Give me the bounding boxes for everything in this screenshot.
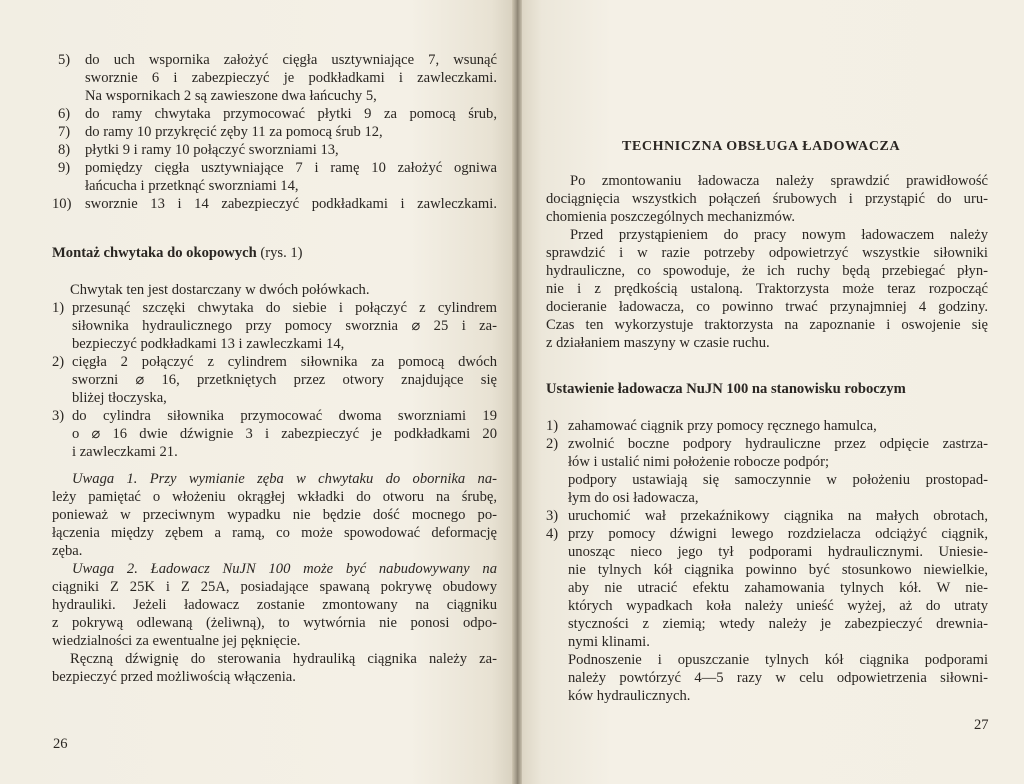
list-item-line: przesunąć szczęki chwytaka do siebie i połączyć z cylindrem <box>72 300 497 316</box>
list-item-line: ków hydraulicznych. <box>568 688 691 704</box>
paragraph-line: sprawdzić i w razie potrzeby odpowietrzyć wszystkie siłowniki <box>546 245 988 261</box>
section-heading-ref: (rys. 1) <box>256 245 303 261</box>
page-title: TECHNICZNA OBSŁUGA ŁADOWACZA <box>622 139 901 154</box>
book-gutter <box>512 0 522 784</box>
intro-text: Chwytak ten jest dostarczany w dwóch połówkach. <box>70 282 370 298</box>
section-heading: Ustawienie ładowacza NuJN 100 na stanowisku roboczym <box>546 381 906 397</box>
list-item-number: 7) <box>58 124 71 140</box>
paragraph-line: bezpieczyć przed możliwością włączenia. <box>52 669 296 685</box>
list-item-line: płytki 9 i ramy 10 połączyć sworzniami 13, <box>85 142 339 158</box>
list-item-line: podpory ustawiają się samoczynnie w położeniu prostopad- <box>568 472 988 488</box>
list-item-line: pomiędzy cięgła usztywniające 7 i ramę 10 założyć ogniwa <box>85 160 497 176</box>
right-page <box>522 0 1024 784</box>
list-item-number: 10) <box>52 196 72 212</box>
list-item-line: łym do osi ładowacza, <box>568 490 699 506</box>
list-item-line: należy powtórzyć 4—5 razy w celu odpowietrzenia siłowni- <box>568 670 988 686</box>
list-item-line: uruchomić wał przekaźnikowy ciągnika na małych obrotach, <box>568 508 988 524</box>
list-item-line: do ramy 10 przykręcić zęby 11 za pomocą śrub 12, <box>85 124 383 140</box>
list-item-line: unosząc nieco jego tył podporami hydraulicznymi. Uniesie- <box>568 544 988 560</box>
list-item-number: 6) <box>58 106 71 122</box>
list-item-line: styczności z ziemią; wtedy należy je zabezpieczyć drewnia- <box>568 616 988 632</box>
list-item-line: Na wspornikach 2 są zawieszone dwa łańcuchy 5, <box>85 88 377 104</box>
paragraph-line: nie i z prędkością ustaloną. Traktorzysta może teraz rozpocząć <box>546 281 988 297</box>
list-item-line: do ramy chwytaka przymocować płytki 9 za pomocą śrub, <box>85 106 497 122</box>
note-line: Uwaga 2. Ładowacz NuJN 100 może być nabudowywany na <box>72 561 497 577</box>
list-item-line: sworznie 6 i zabezpieczyć je podkładkami i zawleczkami. <box>85 70 497 86</box>
note-line: łączenia między zębem a ramą, co może spowodować deformację <box>52 525 497 541</box>
list-item-line: i zawleczkami 21. <box>72 444 178 460</box>
list-item-line: łów i ustalić nimi położenie robocze podpór; <box>568 454 829 470</box>
page-number: 27 <box>974 717 989 733</box>
list-item-number: 5) <box>58 52 71 68</box>
note-line: leży pamiętać o włożeniu okrągłej wkładki do otworu na śrubę, <box>52 489 497 505</box>
list-item-number: 4) <box>546 526 559 542</box>
note-line: wiedzialności za ewentualne jej pęknięcie. <box>52 633 301 649</box>
note-line: ciągniki Z 25K i Z 25A, posiadające spawaną pokrywę obudowy <box>52 579 497 595</box>
list-item-line: aby nie utracić efektu zahamowania tylnych kół. W nie- <box>568 580 988 596</box>
note-line: zęba. <box>52 543 83 559</box>
list-item-line: cięgła 2 połączyć z cylindrem siłownika za pomocą dwóch <box>72 354 497 370</box>
page-number: 26 <box>53 736 68 752</box>
list-item-line: bliżej tłoczyska, <box>72 390 167 406</box>
list-item-line: sworznie 13 i 14 zabezpieczyć podkładkami i zawleczkami. <box>85 196 497 212</box>
paragraph-line: Ręczną dźwignię do sterowania hydrauliką ciągnika należy za- <box>70 651 497 667</box>
list-item-line: bezpieczyć podkładkami 13 i zawleczkami 14, <box>72 336 345 352</box>
list-item-number: 8) <box>58 142 71 158</box>
section-heading-bold: Montaż chwytaka do okopowych <box>52 245 257 261</box>
paragraph-line: Czas ten wykorzystuje traktorzysta na zapoznanie i oswojenie się <box>546 317 988 333</box>
list-item-number: 1) <box>546 418 559 434</box>
list-item-line: zwolnić boczne podpory hydrauliczne przez odpięcie zastrza- <box>568 436 988 452</box>
paragraph-line: Przed przystąpieniem do pracy nowym ładowaczem należy <box>570 227 988 243</box>
list-item-number: 3) <box>52 408 65 424</box>
note-line: Uwaga 1. Przy wymianie zęba w chwytaku do obornika na- <box>72 471 497 487</box>
list-item-line: siłownika hydraulicznego przy pomocy sworznia ⌀ 25 i za- <box>72 318 497 334</box>
list-item-line: Podnoszenie i opuszczanie tylnych kół ciągnika podporami <box>568 652 988 668</box>
note-line: hydrauliki. Jeżeli ładowacz zostanie zmontowany na ciągniku <box>52 597 497 613</box>
note-line: z pokrywą odlewaną (żeliwną), to wytwórnia nie ponosi odpo- <box>52 615 497 631</box>
paragraph-line: chomienia poszczególnych mechanizmów. <box>546 209 796 225</box>
list-item-number: 1) <box>52 300 65 316</box>
list-item-line: których wypadkach koła należy unieść wyżej, aż do utraty <box>568 598 988 614</box>
list-item-line: nymi klinami. <box>568 634 650 650</box>
list-item-line: sworzni ⌀ 16, przetkniętych przez otwory znajdujące się <box>72 372 497 388</box>
section-heading <box>52 245 303 262</box>
paragraph-line: hydrauliczne, co spowoduje, że ich ruchy będą przebiegać płyn- <box>546 263 988 279</box>
paragraph-line: Po zmontowaniu ładowacza należy sprawdzić prawidłowość <box>570 173 988 189</box>
list-item-line: przy pomocy dźwigni lewego rozdzielacza odciążyć ciągnik, <box>568 526 988 542</box>
paragraph-line: docieranie ładowacza, co powinno trwać przynajmniej 4 godziny. <box>546 299 988 315</box>
list-item-line: zahamować ciągnik przy pomocy ręcznego hamulca, <box>568 418 877 434</box>
note-line: ponieważ w przeciwnym wypadku nie będzie dość mocnego po- <box>52 507 497 523</box>
list-item-line: nie tylnych kół ciągnika powinno być stosunkowo niewielkie, <box>568 562 988 578</box>
list-item-line: o ⌀ 16 dwie dźwignie 3 i zabezpieczyć je podkładkami 20 <box>72 426 497 442</box>
list-item-number: 2) <box>546 436 559 452</box>
paragraph-line: dociągnięcia wszystkich połączeń śrubowych i przystąpić do uru- <box>546 191 988 207</box>
list-item-number: 3) <box>546 508 559 524</box>
list-item-line: łańcucha i przetknąć sworzniami 14, <box>85 178 299 194</box>
list-item-line: do uch wspornika założyć cięgła usztywniające 7, wsunąć <box>85 52 497 68</box>
paragraph-line: z działaniem maszyny w czasie ruchu. <box>546 335 770 351</box>
list-item-number: 2) <box>52 354 65 370</box>
list-item-line: do cylindra siłownika przymocować dwoma sworzniami 19 <box>72 408 497 424</box>
list-item-number: 9) <box>58 160 71 176</box>
